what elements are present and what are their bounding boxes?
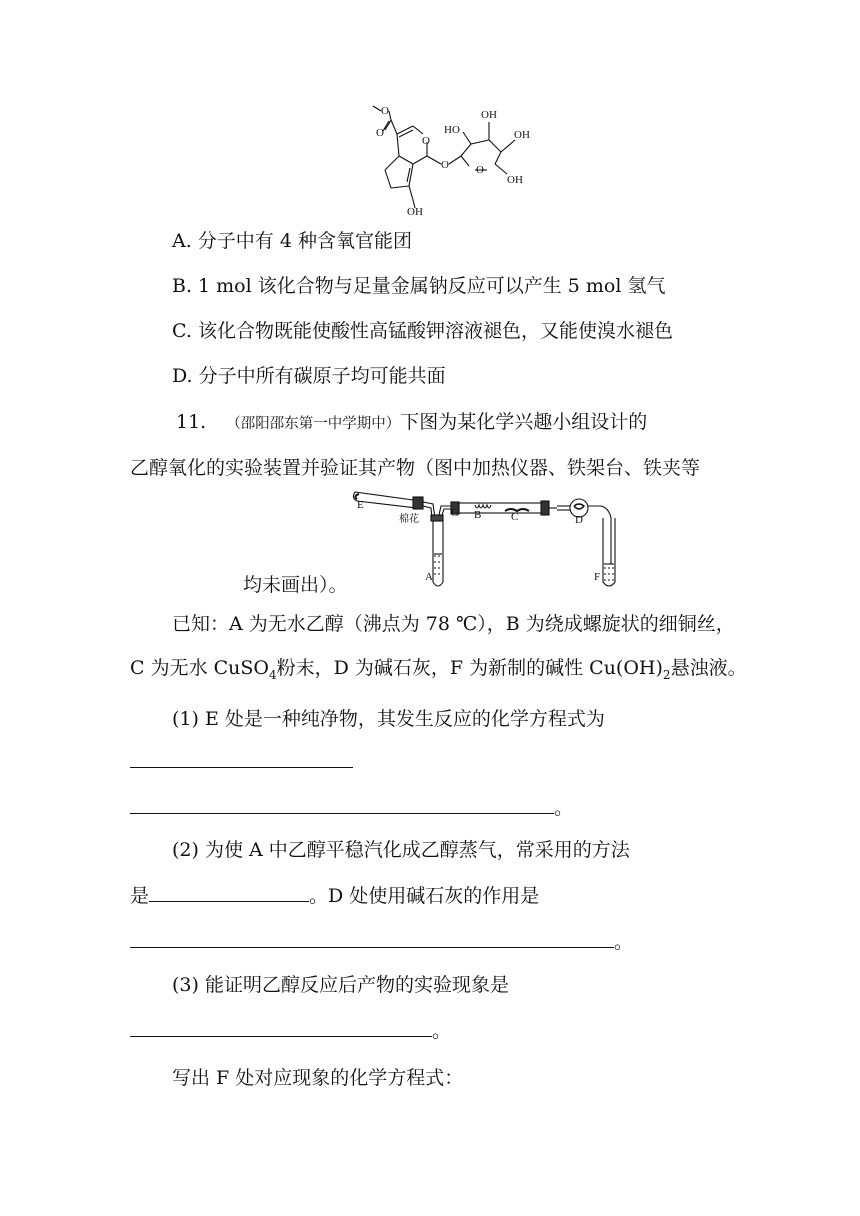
part-3-blank[interactable] [130, 1018, 432, 1037]
known-2b: 粉末，D 为碱石灰，F 为新制的碱性 Cu(OH) [276, 657, 663, 679]
mol-label-OH4: OH [407, 206, 423, 218]
known-2-sub2: 2 [662, 667, 671, 682]
apparatus-label-E: E [357, 499, 364, 511]
apparatus-label-A: A [425, 571, 433, 583]
apparatus-label-F: F [594, 571, 601, 583]
question-intro-2: 乙醇氧化的实验装置并验证其产物（图中加热仪器、铁架台、铁夹等 [130, 457, 701, 479]
part-2-blank-1[interactable] [149, 883, 309, 902]
part-1-end: 。 [554, 797, 574, 819]
known-line-1: 已知：A 为无水乙醇（沸点为 78 ℃），B 为绕成螺旋状的细铜丝， [172, 613, 735, 635]
question-intro-3: 均未画出）。 [243, 574, 348, 596]
option-a: A. 分子中有 4 种含氧官能团 [172, 230, 412, 252]
part-2-post: 。D 处使用碱石灰的作用是 [309, 885, 540, 907]
apparatus-label-cotton: 棉花 [399, 514, 419, 525]
mol-label-OH3: OH [507, 174, 523, 186]
part-2-line-2 [130, 883, 539, 908]
known-line-2 [130, 656, 747, 687]
option-d: D. 分子中所有碳原子均可能共面 [172, 365, 446, 387]
part-1-blank-2[interactable] [130, 795, 554, 814]
part-1-blank-1[interactable] [130, 767, 353, 768]
part-4-prompt: 写出 F 处对应现象的化学方程式： [172, 1067, 464, 1089]
option-c: C. 该化合物既能使酸性高锰酸钾溶液褪色，又能使溴水褪色 [172, 320, 673, 342]
apparatus-label-D: D [575, 514, 583, 526]
part-2-pre: 是 [130, 885, 150, 907]
part-2-blank-2[interactable] [130, 929, 614, 948]
question-number: 11. [176, 411, 207, 433]
apparatus-label-C: C [511, 511, 519, 523]
apparatus-figure [345, 484, 635, 592]
part-1-answer-line [130, 795, 573, 820]
mol-label-OH2: OH [514, 129, 530, 141]
mol-label-O2: O [376, 127, 384, 139]
question-11-header [176, 410, 647, 436]
mol-label-O4: O [441, 159, 449, 171]
part-2-line-3 [130, 929, 633, 954]
part-2-prompt: (2) 为使 A 中乙醇平稳汽化成乙醇蒸气，常采用的方法 [172, 839, 630, 861]
part-3-end: 。 [432, 1020, 452, 1042]
question-source: （邵阳邵东第一中学期中） [226, 416, 401, 432]
known-2a: C 为无水 CuSO [130, 657, 269, 679]
mol-label-O5: O [476, 164, 484, 176]
part-1-prompt: (1) E 处是一种纯净物，其发生反应的化学方程式为 [172, 708, 605, 730]
part-3-prompt: (3) 能证明乙醇反应后产物的实验现象是 [172, 974, 509, 996]
mol-label-O3: O [422, 135, 430, 147]
apparatus-label-G: G [451, 507, 459, 519]
molecule-structure [355, 100, 555, 218]
question-intro-1: 下图为某化学兴趣小组设计的 [400, 411, 648, 433]
part-3-answer-line [130, 1018, 451, 1043]
known-2-sub: 4 [268, 667, 277, 682]
mol-label-HO: HO [444, 124, 460, 136]
known-2c: 悬浊液。 [670, 657, 747, 679]
option-b: B. 1 mol 该化合物与足量金属钠反应可以产生 5 mol 氢气 [172, 275, 666, 297]
apparatus-label-B: B [474, 509, 482, 521]
part-2-end: 。 [614, 931, 634, 953]
mol-label-OH1: OH [481, 109, 497, 121]
mol-label-O1: O [381, 105, 389, 117]
